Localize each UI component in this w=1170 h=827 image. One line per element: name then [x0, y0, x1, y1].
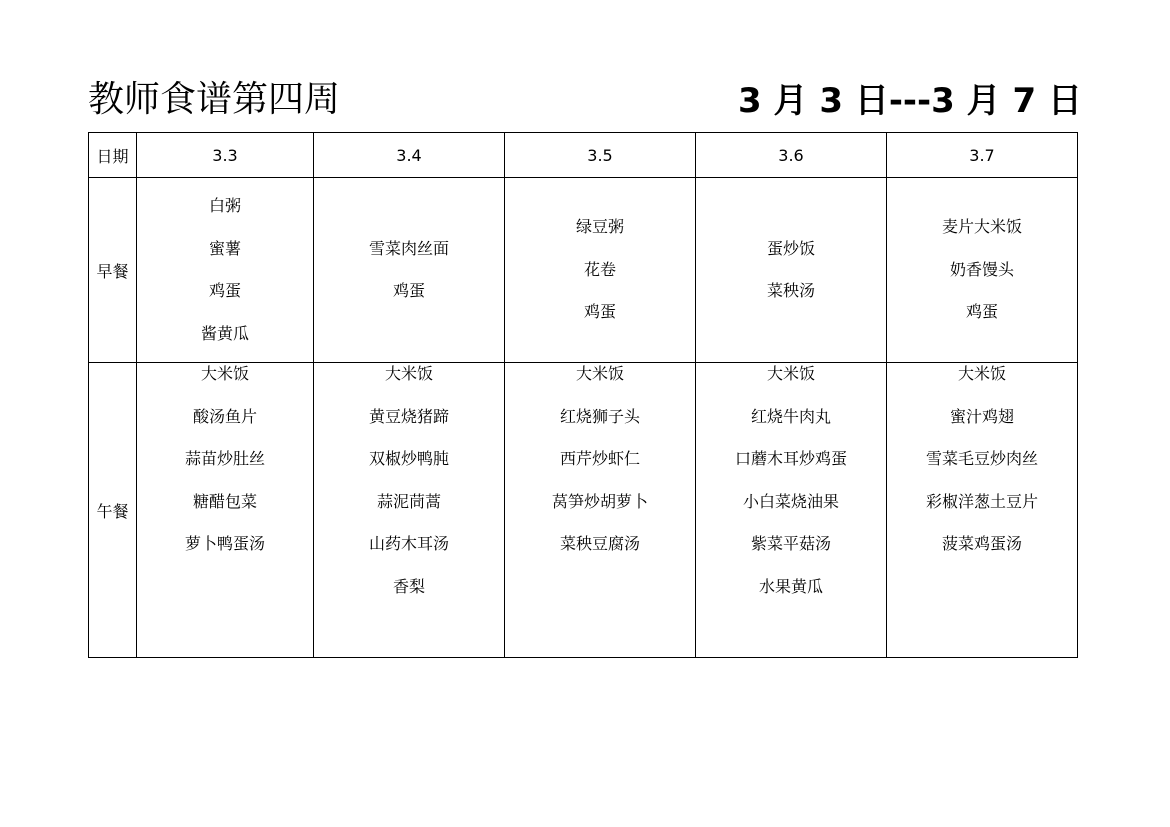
- dish: 蜜薯: [208, 238, 241, 258]
- dish: 白粥: [208, 196, 241, 215]
- menu-table: [88, 132, 1078, 658]
- dish: 糖醋包菜: [192, 491, 257, 511]
- dish: 大米饭: [575, 364, 624, 383]
- header-label: 日期: [89, 133, 137, 178]
- menu-cell: [887, 178, 1078, 363]
- menu-cell: [137, 363, 314, 658]
- dish: 小白菜烧油果: [742, 491, 839, 511]
- dish: 麦片大米饭: [941, 217, 1022, 237]
- dish: 口蘑木耳炒鸡蛋: [734, 449, 847, 468]
- dish: 山药木耳汤: [368, 534, 449, 553]
- day-header: 3.5: [505, 133, 696, 178]
- menu-cell: [505, 178, 696, 363]
- dish: 鸡蛋: [965, 302, 998, 322]
- dish: 蛋炒饭: [766, 238, 815, 258]
- breakfast-row: [89, 178, 1078, 363]
- dish: 蒜苗炒肚丝: [184, 449, 265, 468]
- dish: 彩椒洋葱土豆片: [925, 491, 1038, 511]
- dish: 蒜泥茼蒿: [376, 491, 441, 511]
- dish: 大米饭: [957, 364, 1006, 383]
- dish: 绿豆粥: [575, 217, 624, 237]
- dish: 大米饭: [200, 364, 249, 383]
- menu-cell: [137, 178, 314, 363]
- dish: 大米饭: [766, 364, 815, 383]
- day-header: 3.6: [696, 133, 887, 178]
- dish: 黄豆烧猪蹄: [368, 406, 449, 426]
- dish: 莴笋炒胡萝卜: [551, 491, 648, 511]
- row-label-lunch: 午餐: [89, 363, 137, 658]
- menu-cell: [314, 178, 505, 363]
- dish: 水果黄瓜: [758, 576, 823, 596]
- lunch-row: [89, 363, 1078, 658]
- dish: 紫菜平菇汤: [750, 534, 831, 553]
- dish: 鸡蛋: [583, 302, 616, 322]
- dish: 酸汤鱼片: [192, 406, 257, 426]
- menu-cell: [887, 363, 1078, 658]
- dish: 雪菜毛豆炒肉丝: [925, 449, 1038, 468]
- dish: 菜秧汤: [766, 281, 815, 300]
- dish: 雪菜肉丝面: [368, 238, 449, 258]
- dish: 红烧狮子头: [559, 406, 640, 426]
- dish: 双椒炒鸭肫: [368, 449, 449, 468]
- menu-cell: [696, 178, 887, 363]
- menu-cell: [505, 363, 696, 658]
- menu-cell: [314, 363, 505, 658]
- dish: 红烧牛肉丸: [750, 406, 831, 426]
- page-title: 教师食谱第四周: [88, 79, 341, 120]
- dish: 鸡蛋: [392, 281, 425, 300]
- dish: 蜜汁鸡翅: [949, 406, 1014, 426]
- dish: 酱黄瓜: [200, 323, 249, 343]
- day-header: 3.4: [314, 133, 505, 178]
- day-header: 3.3: [137, 133, 314, 178]
- header-row: [89, 133, 1078, 178]
- dish: 西芹炒虾仁: [559, 449, 640, 468]
- dish: 大米饭: [384, 364, 433, 383]
- day-header: 3.7: [887, 133, 1078, 178]
- dish: 鸡蛋: [208, 281, 241, 300]
- dish: 菠菜鸡蛋汤: [941, 534, 1022, 553]
- dish: 香梨: [392, 576, 425, 596]
- dish: 奶香馒头: [949, 259, 1014, 279]
- row-label-breakfast: 早餐: [89, 178, 137, 363]
- menu-cell: [696, 363, 887, 658]
- date-range: 3 月 3 日---3 月 7 日: [738, 81, 1082, 121]
- dish: 菜秧豆腐汤: [559, 534, 640, 553]
- dish: 萝卜鸭蛋汤: [184, 534, 265, 553]
- dish: 花卷: [583, 259, 616, 279]
